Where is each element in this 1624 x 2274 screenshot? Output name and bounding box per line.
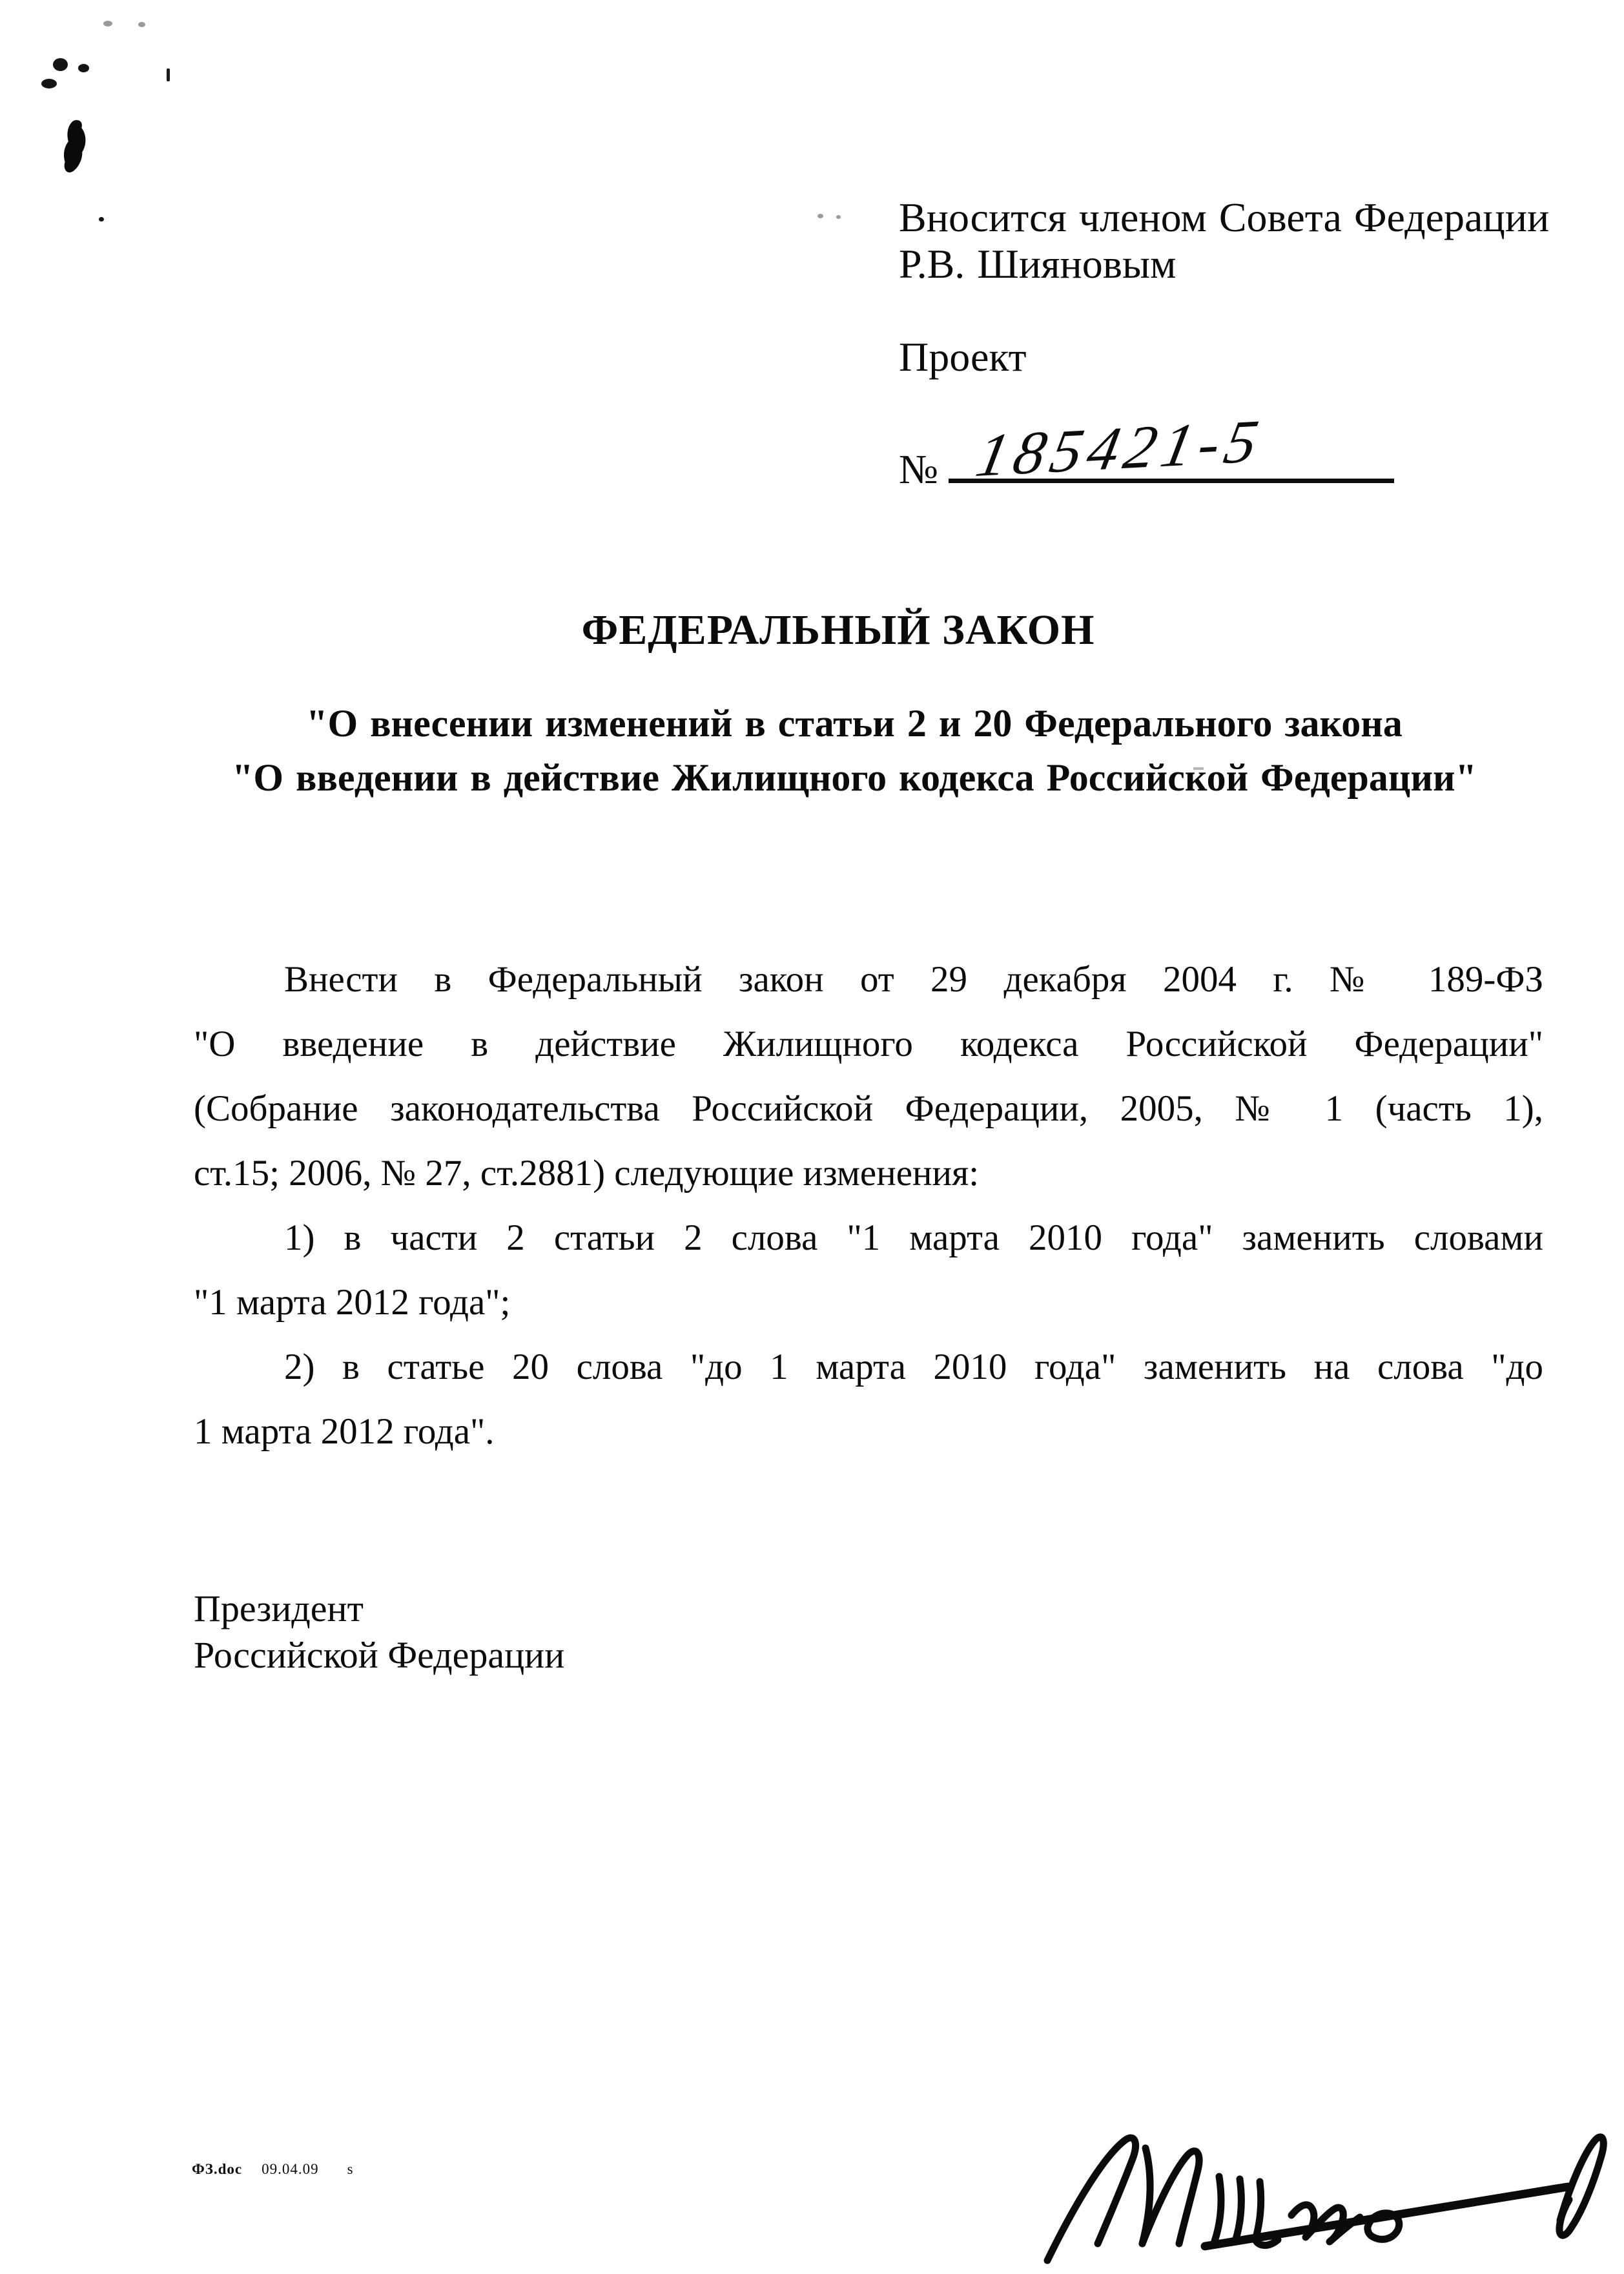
signer-title-line: Российской Федерации <box>194 1634 565 1676</box>
scan-speck <box>103 21 112 26</box>
body-line: "О введение в действие Жилищного кодекса Российской Федерации" <box>194 1024 1543 1064</box>
number-underline <box>949 406 1394 490</box>
draft-label: Проект <box>899 334 1027 380</box>
scan-speck <box>78 64 89 72</box>
body-line: ст.15; 2006, № 27, ст.2881) следующие изменения: <box>194 1153 980 1194</box>
footer-note <box>192 2161 354 2178</box>
law-subtitle-line: "О внесении изменений в статьи 2 и 20 Федерального закона <box>306 702 1403 745</box>
law-title: ФЕДЕРАЛЬНЫЙ ЗАКОН <box>581 606 1095 654</box>
footer-suffix: s <box>347 2161 354 2177</box>
submission-header <box>899 194 1596 493</box>
document-number-row <box>899 406 1596 493</box>
handwritten-number: 185421-5 <box>971 406 1269 490</box>
scan-speck <box>99 217 104 222</box>
law-subtitle-line: "О введении в действие Жилищного кодекса Российской Федерации" <box>232 756 1477 799</box>
footer-file-label: ФЗ.doc <box>192 2161 243 2177</box>
scan-ink-blot <box>57 118 92 177</box>
scan-speck <box>167 68 170 81</box>
body-line: Внести в Федеральный закон от 29 декабря 2004 г. № 189-ФЗ <box>284 959 1543 1000</box>
law-body <box>194 947 1543 1464</box>
scan-speck <box>817 214 823 218</box>
scan-speck <box>53 58 68 71</box>
signer-block <box>194 1586 564 1679</box>
body-line: 1 марта 2012 года". <box>194 1411 495 1452</box>
body-line: "1 марта 2012 года"; <box>194 1282 511 1323</box>
scan-speck <box>836 215 841 219</box>
scan-speck <box>41 79 57 88</box>
footer-date-label: 09.04.09 <box>262 2161 319 2177</box>
signer-title-line: Президент <box>194 1587 364 1629</box>
body-line: (Собрание законодательства Российской Федерации, 2005, № 1 (часть 1), <box>194 1088 1543 1129</box>
body-line: 2) в статье 20 слова "до 1 марта 2010 года" заменить на слова "до <box>284 1347 1543 1387</box>
submitter-name-line: Р.В. Шияновым <box>899 241 1177 287</box>
number-sign: № <box>899 446 939 492</box>
law-subtitle <box>180 696 1529 805</box>
scan-speck <box>138 22 145 27</box>
body-line: 1) в части 2 статьи 2 слова "1 марта 2010 года" заменить словами <box>284 1217 1543 1258</box>
signature-handwritten <box>1014 2111 1608 2266</box>
submitted-by-line: Вносится членом Совета Федерации <box>899 194 1550 240</box>
